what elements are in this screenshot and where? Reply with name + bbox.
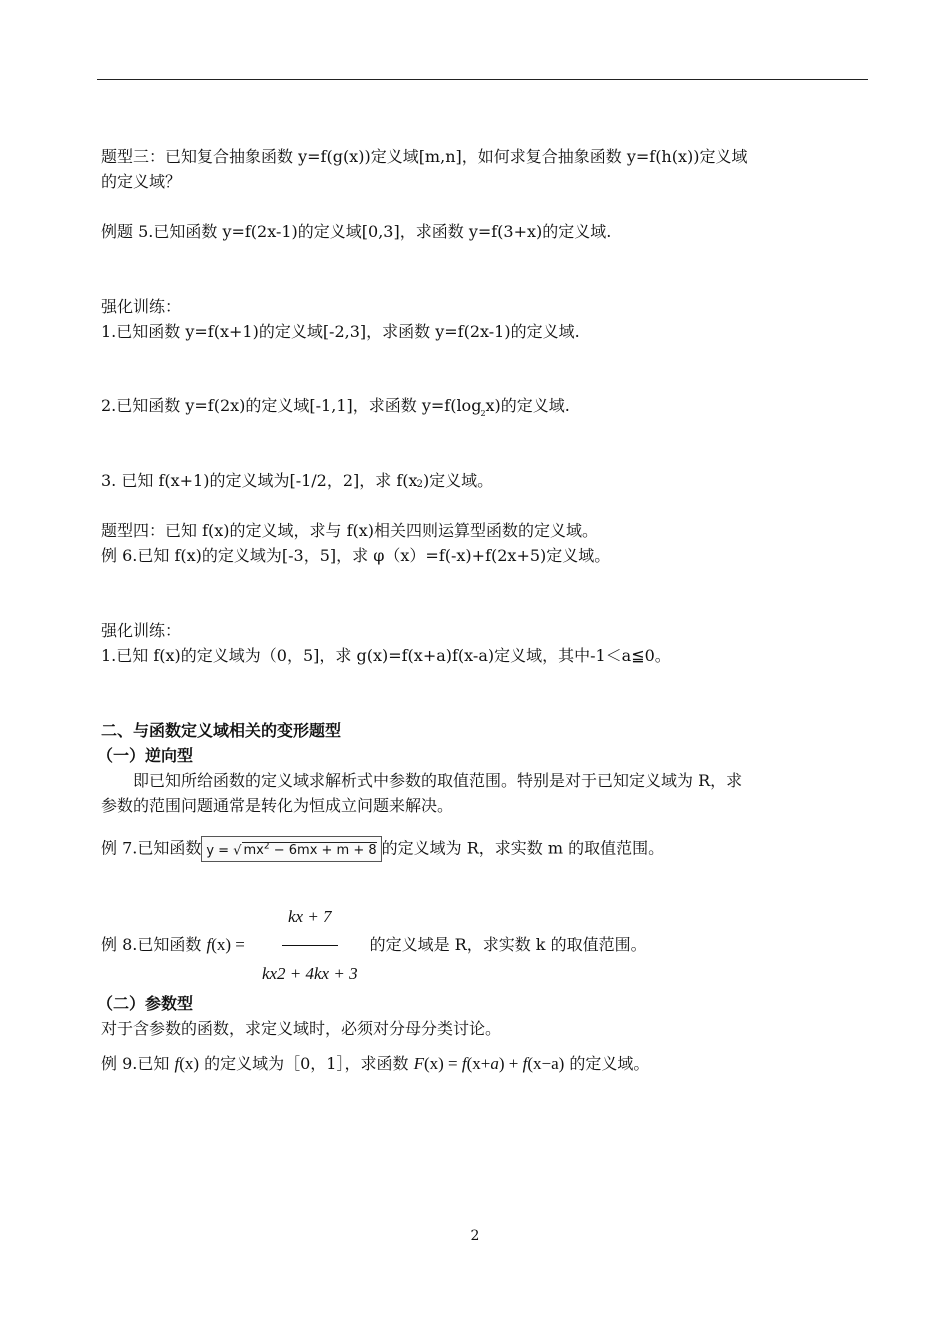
type3-title: 题型三：已知复合抽象函数 y=f(g(x))定义域[m,n]，如何求复合抽象函数 y=f(h(x))定义域 <box>101 147 748 166</box>
practice-2: 2.已知函数 y=f(2x)的定义域[-1,1]，求函数 $y=f(\log_2x)$的定义域. <box>101 396 570 418</box>
example-9: 例 9.已知 f(x) 的定义域为［0，1］，求函数 F(x) = f(x+a) + f(x−a) 的定义域。 <box>101 1054 650 1073</box>
subsection-inverse: （一）逆向型 <box>97 746 194 765</box>
type4-title: 题型四：已知 f(x)的定义域，求与 f(x)相关四则运算型函数的定义域。 <box>101 521 599 540</box>
practice-1: 1.已知函数 y=f(x+1)的定义域[-2,3]，求函数 y=f(2x-1)的定义域. <box>101 322 580 341</box>
paragraph-inverse-2: 参数的范围问题通常是转化为恒成立问题来解决。 <box>101 796 454 815</box>
practice-3: 3. 已知 f(x+1)的定义域为[-1/2，2]，求 f(x2)定义域。 <box>101 471 494 490</box>
log-base: 2 <box>480 409 486 418</box>
example-7: 例 7.已知函数 y = √ $mx^2 - 6mx + m + 8$ 的定义域为 R，求实数 m 的取值范围。 <box>101 836 664 862</box>
fraction <box>256 892 364 999</box>
paragraph-parameter: 对于含参数的函数，求定义域时，必须对分母分类讨论。 <box>101 1019 502 1038</box>
training-heading-1: 强化训练： <box>101 297 182 316</box>
formula-image: y = √ $mx^2 - 6mx + m + 8$ <box>201 836 381 862</box>
section-2-heading: 二、与函数定义域相关的变形题型 <box>101 721 342 740</box>
page-number: 2 <box>470 1228 480 1244</box>
training-question-1: 1.已知 f(x)的定义域为（0，5]，求 g(x)=f(x+a)f(x-a)定义域，其中-1＜a≦0。 <box>101 646 671 665</box>
fraction-denominator: kx2 + 4kx + 3 <box>261 964 358 983</box>
example-5: 例题 5.已知函数 y=f(2x-1)的定义域[0,3]，求函数 y=f(3+x)的定义域. <box>101 222 612 241</box>
header-rule <box>97 79 868 80</box>
fraction-numerator: kx + 7 <box>282 892 338 946</box>
type3-title-cont: 的定义域？ <box>101 172 182 191</box>
example-6: 例 6.已知 f(x)的定义域为[-3，5]，求 φ（x）=f(-x)+f(2x+5)定义域。 <box>101 546 611 565</box>
training-heading-2: 强化训练： <box>101 621 182 640</box>
paragraph-inverse-1: 即已知所给函数的定义域求解析式中参数的取值范围。特别是对于已知定义域为 R，求 <box>133 771 743 790</box>
exponent: 2 <box>416 479 423 490</box>
example-8: 例 8.已知函数 f(x) = $\frac{kx + 7}{kx2 + 4kx + 3}$ 的定义域是 R，求实数 k 的取值范围。 <box>101 892 647 999</box>
subsection-parameter: （二）参数型 <box>97 994 194 1013</box>
